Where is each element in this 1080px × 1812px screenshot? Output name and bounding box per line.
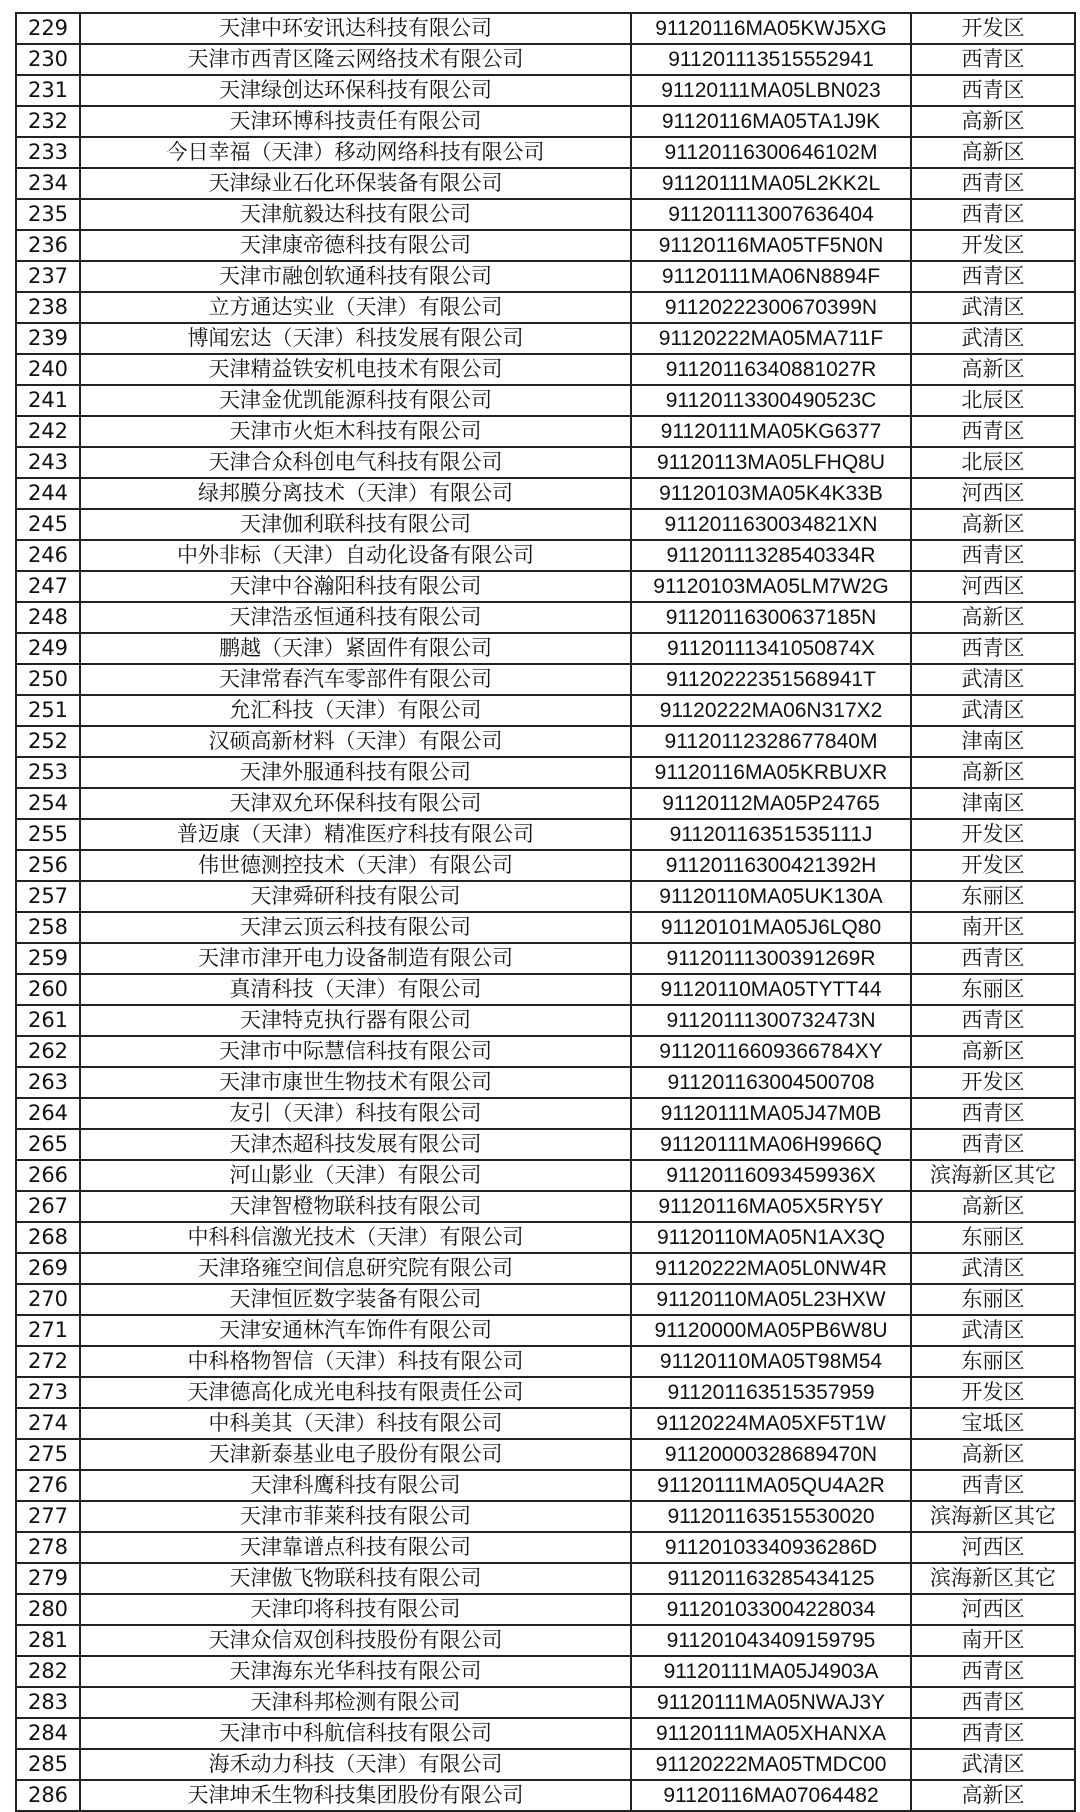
- company-name: 海禾动力科技（天津）有限公司: [80, 1749, 631, 1780]
- credit-code: 91120222300670399N: [631, 292, 911, 323]
- row-number: 265: [16, 1129, 80, 1160]
- district: 武清区: [911, 695, 1075, 726]
- district: 滨海新区其它: [911, 1563, 1075, 1594]
- credit-code: 91120116MA05TA1J9K: [631, 106, 911, 137]
- credit-code: 91120111300391269R: [631, 943, 911, 974]
- district: 西青区: [911, 1129, 1075, 1160]
- company-name: 天津精益铁安机电技术有限公司: [80, 354, 631, 385]
- table-row: [16, 416, 1075, 447]
- district: 高新区: [911, 137, 1075, 168]
- credit-code: 91120222MA05MA711F: [631, 323, 911, 354]
- row-number: 267: [16, 1191, 80, 1222]
- company-name: 天津市融创软通科技有限公司: [80, 261, 631, 292]
- company-name: 天津合众科创电气科技有限公司: [80, 447, 631, 478]
- district: 西青区: [911, 261, 1075, 292]
- credit-code: 91120111300732473N: [631, 1005, 911, 1036]
- credit-code: 91120111MA06N8894F: [631, 261, 911, 292]
- row-number: 244: [16, 478, 80, 509]
- district: 西青区: [911, 943, 1075, 974]
- table-row: [16, 819, 1075, 850]
- credit-code: 91120110MA05L23HXW: [631, 1284, 911, 1315]
- table-row: [16, 1377, 1075, 1408]
- district: 河西区: [911, 478, 1075, 509]
- credit-code: 91120111MA05LBN023: [631, 75, 911, 106]
- credit-code: 91120116MA05KWJ5XG: [631, 13, 911, 44]
- credit-code: 91120116609366784XY: [631, 1036, 911, 1067]
- row-number: 263: [16, 1067, 80, 1098]
- district: 开发区: [911, 1067, 1075, 1098]
- district: 东丽区: [911, 881, 1075, 912]
- credit-code: 911201163515357959: [631, 1377, 911, 1408]
- company-name: 天津市中科航信科技有限公司: [80, 1718, 631, 1749]
- district: 西青区: [911, 416, 1075, 447]
- district: 滨海新区其它: [911, 1160, 1075, 1191]
- table-row: [16, 1253, 1075, 1284]
- district: 西青区: [911, 1656, 1075, 1687]
- row-number: 251: [16, 695, 80, 726]
- table-row: [16, 1098, 1075, 1129]
- table-row: [16, 1005, 1075, 1036]
- company-name: 天津绿创达环保科技有限公司: [80, 75, 631, 106]
- company-name: 天津珞雍空间信息研究院有限公司: [80, 1253, 631, 1284]
- credit-code: 91120222MA05TMDC00: [631, 1749, 911, 1780]
- credit-code: 91120112MA05P24765: [631, 788, 911, 819]
- table-row: [16, 1780, 1075, 1811]
- district: 东丽区: [911, 1346, 1075, 1377]
- company-name: 天津外服通科技有限公司: [80, 757, 631, 788]
- table-row: [16, 1439, 1075, 1470]
- table-row: [16, 199, 1075, 230]
- district: 西青区: [911, 1098, 1075, 1129]
- company-name: 友引（天津）科技有限公司: [80, 1098, 631, 1129]
- company-name: 天津市中际慧信科技有限公司: [80, 1036, 631, 1067]
- district: 西青区: [911, 633, 1075, 664]
- row-number: 254: [16, 788, 80, 819]
- district: 开发区: [911, 819, 1075, 850]
- district: 津南区: [911, 726, 1075, 757]
- company-name: 绿邦膜分离技术（天津）有限公司: [80, 478, 631, 509]
- company-name: 天津众信双创科技股份有限公司: [80, 1625, 631, 1656]
- credit-code: 91120101MA05J6LQ80: [631, 912, 911, 943]
- table-row: [16, 44, 1075, 75]
- credit-code: 911201163285434125: [631, 1563, 911, 1594]
- row-number: 276: [16, 1470, 80, 1501]
- row-number: 264: [16, 1098, 80, 1129]
- table-row: [16, 1408, 1075, 1439]
- table-row: [16, 757, 1075, 788]
- credit-code: 911201163515530020: [631, 1501, 911, 1532]
- company-name: 天津德高化成光电科技有限责任公司: [80, 1377, 631, 1408]
- company-name: 天津航毅达科技有限公司: [80, 199, 631, 230]
- company-name: 天津特克执行器有限公司: [80, 1005, 631, 1036]
- row-number: 261: [16, 1005, 80, 1036]
- credit-code: 91120111328540334R: [631, 540, 911, 571]
- row-number: 236: [16, 230, 80, 261]
- table-row: [16, 1594, 1075, 1625]
- row-number: 238: [16, 292, 80, 323]
- table-row: [16, 633, 1075, 664]
- table-row: [16, 1532, 1075, 1563]
- row-number: 271: [16, 1315, 80, 1346]
- credit-code: 91120111341050874X: [631, 633, 911, 664]
- table-row: [16, 1222, 1075, 1253]
- company-name: 天津安通林汽车饰件有限公司: [80, 1315, 631, 1346]
- credit-code: 91120116093459936X: [631, 1160, 911, 1191]
- district: 宝坻区: [911, 1408, 1075, 1439]
- district: 东丽区: [911, 1284, 1075, 1315]
- company-name: 汉硕高新材料（天津）有限公司: [80, 726, 631, 757]
- district: 高新区: [911, 602, 1075, 633]
- company-list-body: [16, 13, 1075, 1811]
- company-name: 天津环博科技责任有限公司: [80, 106, 631, 137]
- district: 高新区: [911, 1780, 1075, 1811]
- table-row: [16, 788, 1075, 819]
- table-row: [16, 1160, 1075, 1191]
- credit-code: 91120103MA05LM7W2G: [631, 571, 911, 602]
- company-name: 天津康帝德科技有限公司: [80, 230, 631, 261]
- row-number: 269: [16, 1253, 80, 1284]
- company-name: 天津中谷瀚阳科技有限公司: [80, 571, 631, 602]
- table-row: [16, 1036, 1075, 1067]
- district: 武清区: [911, 292, 1075, 323]
- row-number: 229: [16, 13, 80, 44]
- table-row: [16, 1563, 1075, 1594]
- credit-code: 91120116300637185N: [631, 602, 911, 633]
- district: 津南区: [911, 788, 1075, 819]
- row-number: 232: [16, 106, 80, 137]
- table-row: [16, 1749, 1075, 1780]
- district: 西青区: [911, 1687, 1075, 1718]
- company-name: 天津杰超科技发展有限公司: [80, 1129, 631, 1160]
- row-number: 259: [16, 943, 80, 974]
- table-row: [16, 354, 1075, 385]
- credit-code: 9112011630034821XN: [631, 509, 911, 540]
- row-number: 249: [16, 633, 80, 664]
- row-number: 246: [16, 540, 80, 571]
- table-row: [16, 137, 1075, 168]
- credit-code: 91120116300421392H: [631, 850, 911, 881]
- table-row: [16, 509, 1075, 540]
- company-name: 中科格物智信（天津）科技有限公司: [80, 1346, 631, 1377]
- row-number: 268: [16, 1222, 80, 1253]
- row-number: 240: [16, 354, 80, 385]
- row-number: 273: [16, 1377, 80, 1408]
- credit-code: 91120000MA05PB6W8U: [631, 1315, 911, 1346]
- district: 西青区: [911, 75, 1075, 106]
- company-name: 真清科技（天津）有限公司: [80, 974, 631, 1005]
- row-number: 260: [16, 974, 80, 1005]
- credit-code: 91120116351535111J: [631, 819, 911, 850]
- district: 武清区: [911, 664, 1075, 695]
- credit-code: 911201163004500708: [631, 1067, 911, 1098]
- row-number: 241: [16, 385, 80, 416]
- district: 武清区: [911, 1315, 1075, 1346]
- credit-code: 91120116MA05TF5N0N: [631, 230, 911, 261]
- credit-code: 91120000328689470N: [631, 1439, 911, 1470]
- credit-code: 91120112328677840M: [631, 726, 911, 757]
- table-row: [16, 230, 1075, 261]
- table-row: [16, 1656, 1075, 1687]
- district: 高新区: [911, 1439, 1075, 1470]
- credit-code: 911201113007636404: [631, 199, 911, 230]
- district: 武清区: [911, 323, 1075, 354]
- row-number: 262: [16, 1036, 80, 1067]
- company-name: 天津坤禾生物科技集团股份有限公司: [80, 1780, 631, 1811]
- row-number: 279: [16, 1563, 80, 1594]
- district: 高新区: [911, 757, 1075, 788]
- credit-code: 911201033004228034: [631, 1594, 911, 1625]
- table-row: [16, 1191, 1075, 1222]
- company-name: 天津科鹰科技有限公司: [80, 1470, 631, 1501]
- table-row: [16, 1315, 1075, 1346]
- district: 开发区: [911, 13, 1075, 44]
- credit-code: 91120111MA05QU4A2R: [631, 1470, 911, 1501]
- company-name: 天津海东光华科技有限公司: [80, 1656, 631, 1687]
- district: 西青区: [911, 199, 1075, 230]
- credit-code: 91120116MA05X5RY5Y: [631, 1191, 911, 1222]
- district: 西青区: [911, 1470, 1075, 1501]
- credit-code: 91120116300646102M: [631, 137, 911, 168]
- table-row: [16, 168, 1075, 199]
- company-name: 天津新泰基业电子股份有限公司: [80, 1439, 631, 1470]
- credit-code: 91120110MA05TYTT44: [631, 974, 911, 1005]
- company-name: 天津浩丞恒通科技有限公司: [80, 602, 631, 633]
- credit-code: 91120111MA06H9966Q: [631, 1129, 911, 1160]
- row-number: 283: [16, 1687, 80, 1718]
- table-row: [16, 1067, 1075, 1098]
- row-number: 230: [16, 44, 80, 75]
- company-name: 天津市火炬木科技有限公司: [80, 416, 631, 447]
- credit-code: 91120222MA06N317X2: [631, 695, 911, 726]
- credit-code: 91120116340881027R: [631, 354, 911, 385]
- district: 东丽区: [911, 974, 1075, 1005]
- row-number: 256: [16, 850, 80, 881]
- table-row: [16, 664, 1075, 695]
- table-row: [16, 540, 1075, 571]
- district: 滨海新区其它: [911, 1501, 1075, 1532]
- company-name: 河山影业（天津）有限公司: [80, 1160, 631, 1191]
- table-row: [16, 1470, 1075, 1501]
- company-name: 天津市康世生物技术有限公司: [80, 1067, 631, 1098]
- company-name: 天津市津开电力设备制造有限公司: [80, 943, 631, 974]
- company-name: 天津傲飞物联科技有限公司: [80, 1563, 631, 1594]
- row-number: 243: [16, 447, 80, 478]
- row-number: 285: [16, 1749, 80, 1780]
- table-row: [16, 292, 1075, 323]
- row-number: 274: [16, 1408, 80, 1439]
- table-row: [16, 261, 1075, 292]
- table-row: [16, 912, 1075, 943]
- table-row: [16, 695, 1075, 726]
- district: 高新区: [911, 106, 1075, 137]
- district: 开发区: [911, 1377, 1075, 1408]
- district: 西青区: [911, 1005, 1075, 1036]
- table-row: [16, 323, 1075, 354]
- credit-code: 91120111MA05J4903A: [631, 1656, 911, 1687]
- table-row: [16, 478, 1075, 509]
- company-name: 立方通达实业（天津）有限公司: [80, 292, 631, 323]
- district: 西青区: [911, 1718, 1075, 1749]
- company-name: 中外非标（天津）自动化设备有限公司: [80, 540, 631, 571]
- row-number: 237: [16, 261, 80, 292]
- district: 河西区: [911, 1532, 1075, 1563]
- credit-code: 91120111MA05J47M0B: [631, 1098, 911, 1129]
- table-row: [16, 943, 1075, 974]
- row-number: 272: [16, 1346, 80, 1377]
- table-row: [16, 106, 1075, 137]
- table-row: [16, 385, 1075, 416]
- table-row: [16, 1346, 1075, 1377]
- credit-code: 91120111MA05XHANXA: [631, 1718, 911, 1749]
- row-number: 234: [16, 168, 80, 199]
- district: 开发区: [911, 850, 1075, 881]
- district: 东丽区: [911, 1222, 1075, 1253]
- credit-code: 91120110MA05N1AX3Q: [631, 1222, 911, 1253]
- table-row: [16, 1129, 1075, 1160]
- row-number: 242: [16, 416, 80, 447]
- credit-code: 91120222MA05L0NW4R: [631, 1253, 911, 1284]
- district: 南开区: [911, 912, 1075, 943]
- row-number: 284: [16, 1718, 80, 1749]
- row-number: 252: [16, 726, 80, 757]
- company-name: 天津印将科技有限公司: [80, 1594, 631, 1625]
- row-number: 248: [16, 602, 80, 633]
- row-number: 282: [16, 1656, 80, 1687]
- company-name: 天津云顶云科技有限公司: [80, 912, 631, 943]
- company-name: 中科美其（天津）科技有限公司: [80, 1408, 631, 1439]
- credit-code: 91120111MA05NWAJ3Y: [631, 1687, 911, 1718]
- district: 高新区: [911, 509, 1075, 540]
- district: 高新区: [911, 1036, 1075, 1067]
- table-row: [16, 881, 1075, 912]
- district: 高新区: [911, 1191, 1075, 1222]
- company-name: 鹏越（天津）紧固件有限公司: [80, 633, 631, 664]
- row-number: 257: [16, 881, 80, 912]
- table-row: [16, 602, 1075, 633]
- company-name: 天津绿业石化环保装备有限公司: [80, 168, 631, 199]
- company-list-table: [15, 12, 1076, 1812]
- table-row: [16, 726, 1075, 757]
- row-number: 277: [16, 1501, 80, 1532]
- row-number: 250: [16, 664, 80, 695]
- company-name: 中科科信激光技术（天津）有限公司: [80, 1222, 631, 1253]
- company-name: 允汇科技（天津）有限公司: [80, 695, 631, 726]
- company-name: 天津舜研科技有限公司: [80, 881, 631, 912]
- district: 西青区: [911, 168, 1075, 199]
- district: 开发区: [911, 230, 1075, 261]
- company-name: 天津靠谱点科技有限公司: [80, 1532, 631, 1563]
- table-row: [16, 1718, 1075, 1749]
- district: 武清区: [911, 1749, 1075, 1780]
- credit-code: 91120113300490523C: [631, 385, 911, 416]
- district: 西青区: [911, 44, 1075, 75]
- table-row: [16, 447, 1075, 478]
- credit-code: 911201043409159795: [631, 1625, 911, 1656]
- company-name: 天津双允环保科技有限公司: [80, 788, 631, 819]
- company-name: 伟世德测控技术（天津）有限公司: [80, 850, 631, 881]
- credit-code: 91120110MA05T98M54: [631, 1346, 911, 1377]
- table-row: [16, 1284, 1075, 1315]
- row-number: 235: [16, 199, 80, 230]
- credit-code: 911201113515552941: [631, 44, 911, 75]
- district: 西青区: [911, 540, 1075, 571]
- row-number: 258: [16, 912, 80, 943]
- row-number: 275: [16, 1439, 80, 1470]
- table-row: [16, 571, 1075, 602]
- table-row: [16, 1625, 1075, 1656]
- table-row: [16, 850, 1075, 881]
- credit-code: 91120116MA07064482: [631, 1780, 911, 1811]
- company-name: 普迈康（天津）精准医疗科技有限公司: [80, 819, 631, 850]
- district: 河西区: [911, 1594, 1075, 1625]
- credit-code: 91120103340936286D: [631, 1532, 911, 1563]
- row-number: 231: [16, 75, 80, 106]
- row-number: 281: [16, 1625, 80, 1656]
- row-number: 239: [16, 323, 80, 354]
- company-name: 今日幸福（天津）移动网络科技有限公司: [80, 137, 631, 168]
- district: 武清区: [911, 1253, 1075, 1284]
- company-name: 天津智橙物联科技有限公司: [80, 1191, 631, 1222]
- credit-code: 91120103MA05K4K33B: [631, 478, 911, 509]
- table-row: [16, 974, 1075, 1005]
- row-number: 245: [16, 509, 80, 540]
- company-name: 天津恒匠数字装备有限公司: [80, 1284, 631, 1315]
- district: 南开区: [911, 1625, 1075, 1656]
- table-row: [16, 1501, 1075, 1532]
- district: 北辰区: [911, 385, 1075, 416]
- company-name: 博闻宏达（天津）科技发展有限公司: [80, 323, 631, 354]
- district: 河西区: [911, 571, 1075, 602]
- row-number: 266: [16, 1160, 80, 1191]
- company-name: 天津市菲莱科技有限公司: [80, 1501, 631, 1532]
- row-number: 280: [16, 1594, 80, 1625]
- company-name: 天津金优凯能源科技有限公司: [80, 385, 631, 416]
- company-name: 天津伽利联科技有限公司: [80, 509, 631, 540]
- company-name: 天津常春汽车零部件有限公司: [80, 664, 631, 695]
- row-number: 233: [16, 137, 80, 168]
- credit-code: 91120224MA05XF5T1W: [631, 1408, 911, 1439]
- district: 北辰区: [911, 447, 1075, 478]
- credit-code: 91120222351568941T: [631, 664, 911, 695]
- company-name: 天津市西青区隆云网络技术有限公司: [80, 44, 631, 75]
- row-number: 255: [16, 819, 80, 850]
- row-number: 247: [16, 571, 80, 602]
- row-number: 278: [16, 1532, 80, 1563]
- credit-code: 91120111MA05KG6377: [631, 416, 911, 447]
- table-row: [16, 13, 1075, 44]
- row-number: 286: [16, 1780, 80, 1811]
- credit-code: 91120111MA05L2KK2L: [631, 168, 911, 199]
- credit-code: 91120113MA05LFHQ8U: [631, 447, 911, 478]
- credit-code: 91120110MA05UK130A: [631, 881, 911, 912]
- row-number: 270: [16, 1284, 80, 1315]
- table-row: [16, 75, 1075, 106]
- row-number: 253: [16, 757, 80, 788]
- company-name: 天津科邦检测有限公司: [80, 1687, 631, 1718]
- credit-code: 91120116MA05KRBUXR: [631, 757, 911, 788]
- table-row: [16, 1687, 1075, 1718]
- company-name: 天津中环安讯达科技有限公司: [80, 13, 631, 44]
- district: 高新区: [911, 354, 1075, 385]
